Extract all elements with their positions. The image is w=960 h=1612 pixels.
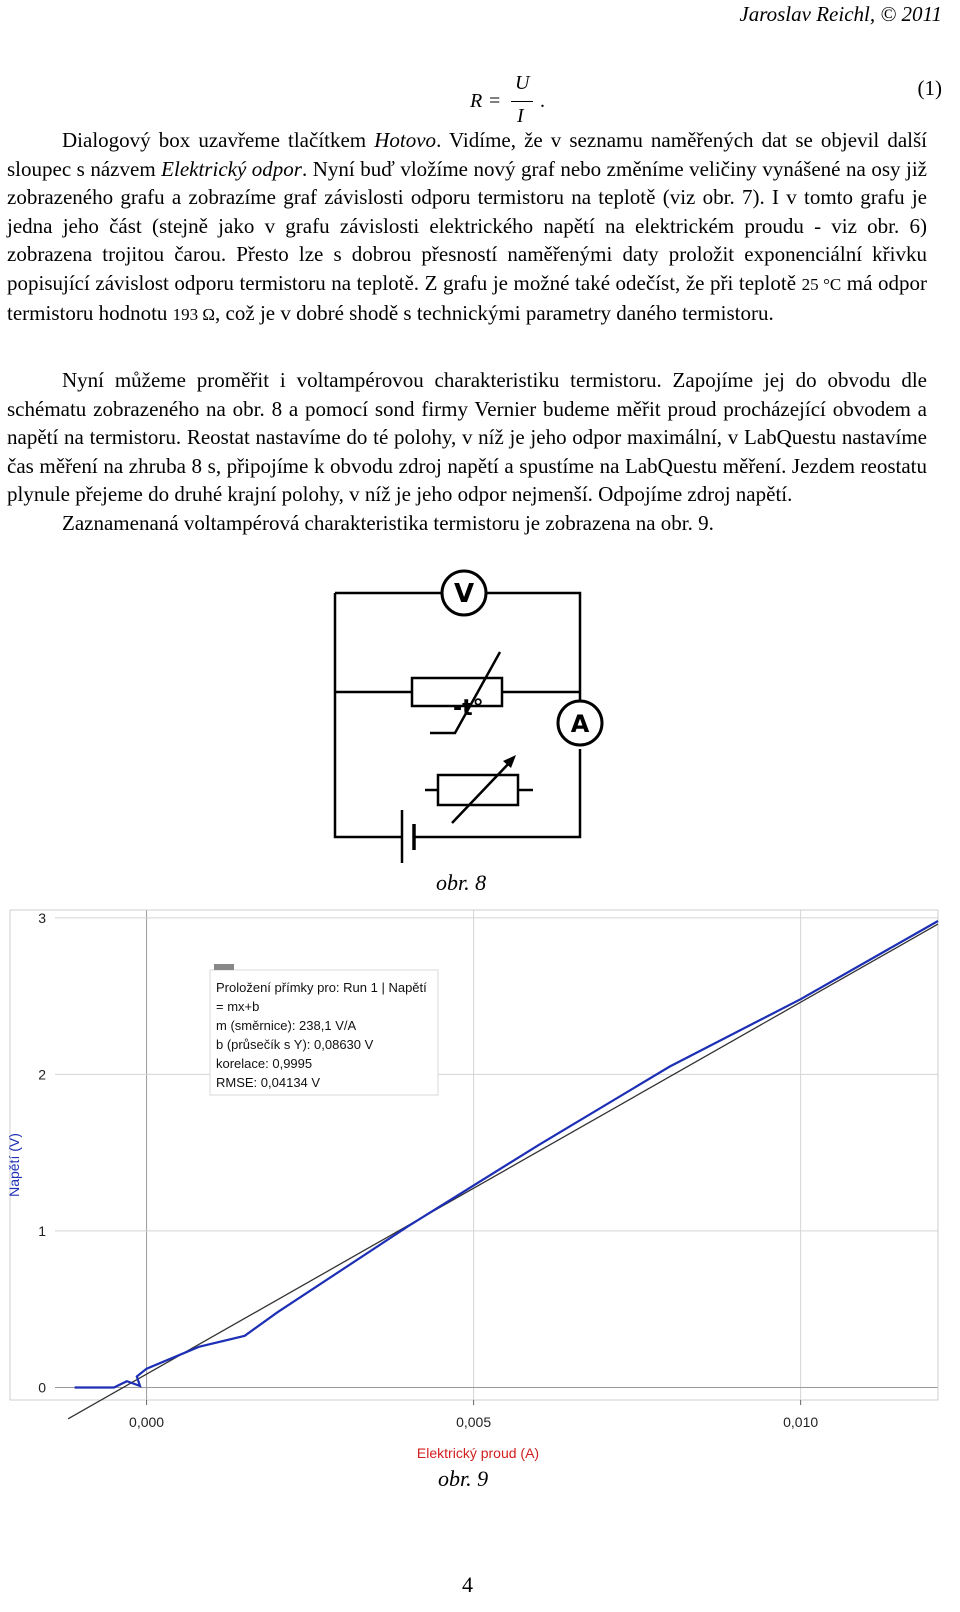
vi-characteristic-chart bbox=[0, 895, 960, 1485]
equation-number: (1) bbox=[917, 76, 942, 100]
chart-series bbox=[68, 921, 938, 1419]
annotation-handle-icon bbox=[214, 964, 234, 970]
header-author: Jaroslav Reichl, © 2011 bbox=[739, 2, 942, 26]
ammeter-label: A bbox=[570, 710, 590, 738]
y-tick-label: 1 bbox=[38, 1222, 46, 1239]
x-axis-label: Elektrický proud (A) bbox=[416, 1445, 540, 1461]
voltmeter-label: V bbox=[453, 579, 475, 609]
figure-caption-8: obr. 8 bbox=[436, 870, 487, 895]
y-tick-label: 3 bbox=[38, 909, 46, 926]
annotation-line: = mx+b bbox=[216, 999, 260, 1014]
y-axis-label: Napětí (V) bbox=[6, 1133, 22, 1197]
fit-line bbox=[68, 924, 938, 1419]
annotation-line: m (směrnice): 238,1 V/A bbox=[216, 1018, 357, 1033]
paragraph-3: Zaznamenaná voltampérová charakteristika termistoru je zobrazena na obr. 9. bbox=[62, 510, 714, 535]
chart-grid bbox=[55, 910, 938, 1400]
annotation-line: korelace: 0,9995 bbox=[216, 1056, 313, 1071]
x-tick-label: 0,010 bbox=[783, 1414, 819, 1430]
figure-caption-9: obr. 9 bbox=[438, 1466, 489, 1491]
rheostat-symbol bbox=[438, 775, 518, 805]
paragraph-2: Nyní můžeme proměřit i voltampérovou charakteristiku termistoru. Zapojíme jej do obvodu dle schématu zobrazeného na obr. 8 a pomocí sond firmy Vernier budeme měřit proud procházející obvodem a napětí na termistoru. Reostat nastavíme do té polohy, v níž je jeho odpor maximální, v LabQuestu nastavíme čas měření na zhruba 8 s, připojíme k obvodu zdroj napětí a spustíme na LabQuestu měření. Jezdem reostatu plynule přejeme do druhé krajní polohy, v níž je jeho odpor nejmenší. Odpojíme zdroj napětí. bbox=[7, 368, 927, 506]
x-tick-label: 0,000 bbox=[129, 1414, 165, 1430]
formula-lhs: R bbox=[470, 90, 483, 112]
formula-fraction-bar bbox=[511, 101, 533, 102]
body-text-1 bbox=[7, 126, 927, 330]
y-tick-label: 0 bbox=[38, 1379, 46, 1396]
formula-equals: = bbox=[489, 90, 501, 112]
formula-period: . bbox=[540, 90, 545, 112]
data-series-line bbox=[75, 921, 938, 1388]
thermistor-label: -t° bbox=[453, 696, 484, 721]
paragraph-1: Dialogový box uzavřeme tlačítkem Hotovo. Vidíme, že v seznamu naměřených dat se objevil další sloupec s názvem Elektrický odpor. Nyní buď vložíme nový graf nebo změníme veličiny vynášené na osy již zobrazeného grafu a zobrazíme graf závislosti odporu termistoru na teplotě (viz obr. 7). I v tomto grafu je jedna jeho část (stejně jako v grafu závislosti elektrického napětí na elektrickém proudu - viz obr. 6) zobrazena trojitou čarou. Přesto lze s dobrou přesností naměřenými daty proložit exponenciální křivku popisující závislost odporu termistoru na teplotě. Z grafu je možné také odečíst, že při teplotě 25 °C má odpor termistoru hodnotu 193 Ω, což je v dobré shodě s technickými parametry daného termistoru. bbox=[7, 128, 927, 325]
annotation-line: Proložení přímky pro: Run 1 | Napětí bbox=[216, 980, 427, 995]
y-tick-label: 2 bbox=[38, 1066, 46, 1083]
body-text-2 bbox=[7, 366, 927, 537]
x-tick-label: 0,005 bbox=[456, 1414, 492, 1430]
page-number: 4 bbox=[462, 1572, 473, 1597]
annotation-line: b (průsečík s Y): 0,08630 V bbox=[216, 1037, 374, 1052]
formula-resistance bbox=[470, 72, 590, 132]
circuit-diagram bbox=[320, 565, 620, 875]
formula-numerator: U bbox=[515, 72, 530, 94]
fit-annotation bbox=[210, 964, 438, 1095]
annotation-line: RMSE: 0,04134 V bbox=[216, 1075, 321, 1090]
formula-denominator: I bbox=[517, 105, 524, 127]
